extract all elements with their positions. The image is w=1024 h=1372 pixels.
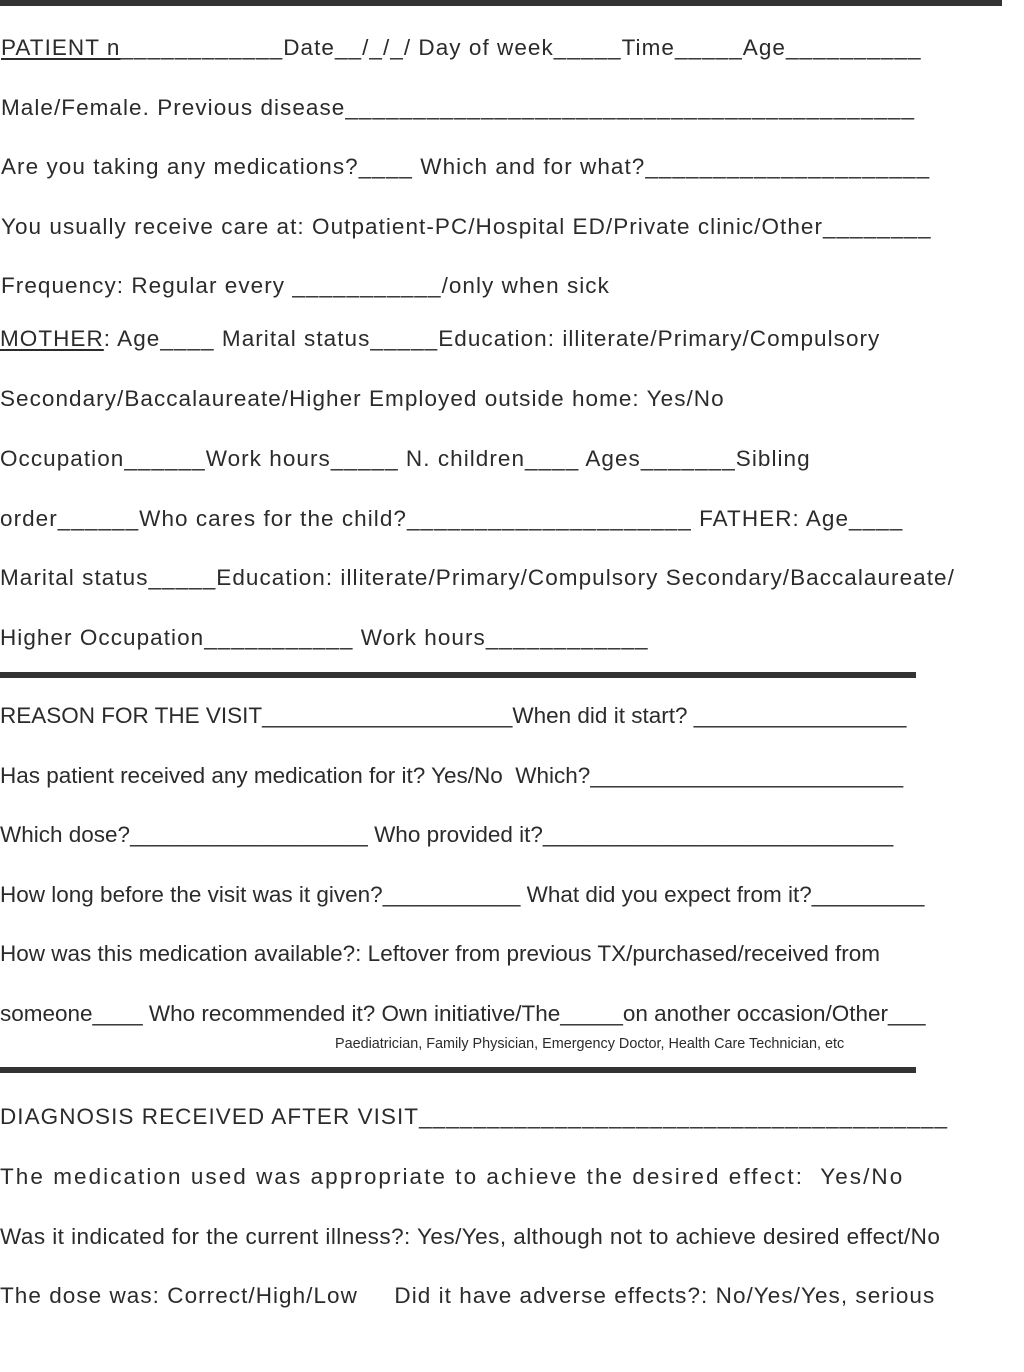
mother-fields[interactable]: : Age____ Marital status_____Education: illiterate/Primary/Compulsory	[103, 326, 881, 351]
mother-line-2[interactable]: Secondary/Baccalaureate/Higher Employed outside home: Yes/No	[0, 386, 725, 411]
top-divider	[0, 0, 1002, 6]
patient-line-5[interactable]: Frequency: Regular every ___________/only when sick	[1, 273, 610, 298]
visit-line-3[interactable]: Which dose?___________________ Who provided it?____________________________	[0, 822, 894, 847]
visit-line-4[interactable]: How long before the visit was it given?___________ What did you expect from it?_________	[0, 882, 925, 907]
patient-label: PATIENT n	[1, 35, 121, 60]
mother-line-4[interactable]: order______Who cares for the child?_____________________ FATHER: Age____	[0, 506, 904, 531]
patient-line-1	[1, 35, 922, 61]
visit-line-6[interactable]: someone____ Who recommended it? Own initiative/The_____on another occasion/Other___	[0, 1001, 926, 1026]
patient-line-3[interactable]: Are you taking any medications?____ Which and for what?_____________________	[1, 154, 931, 179]
visit-line-2[interactable]: Has patient received any medication for it? Yes/No Which?_________________________	[0, 763, 904, 788]
visit-line-5[interactable]: How was this medication available?: Leftover from previous TX/purchased/received from	[0, 941, 880, 966]
recommender-note: Paediatrician, Family Physician, Emergency Doctor, Health Care Technician, etc	[335, 1036, 845, 1052]
section-divider-2	[0, 1067, 916, 1073]
diagnosis-line-4[interactable]: The dose was: Correct/High/Low Did it have adverse effects?: No/Yes/Yes, serious	[0, 1283, 936, 1308]
father-line-2[interactable]: Higher Occupation___________ Work hours____________	[0, 625, 649, 650]
mother-label: MOTHER	[0, 326, 104, 351]
diagnosis-line-3[interactable]: Was it indicated for the current illness?: Yes/Yes, although not to achieve desired effect/No	[0, 1224, 941, 1249]
diagnosis-line-2[interactable]: The medication used was appropriate to achieve the desired effect: Yes/No	[0, 1164, 905, 1189]
patient-line-4[interactable]: You usually receive care at: Outpatient-PC/Hospital ED/Private clinic/Other________	[1, 214, 932, 239]
mother-line-3[interactable]: Occupation______Work hours_____ N. children____ Ages_______Sibling	[0, 446, 811, 471]
mother-line-1	[0, 326, 880, 352]
father-line-1[interactable]: Marital status_____Education: illiterate/Primary/Compulsory Secondary/Baccalaureate/	[0, 565, 955, 590]
section-divider-1	[0, 672, 916, 678]
patient-line-2[interactable]: Male/Female. Previous disease__________________________________________	[1, 95, 916, 120]
diagnosis-line-1[interactable]: DIAGNOSIS RECEIVED AFTER VISIT_______________________________________	[0, 1104, 949, 1129]
patient-fields[interactable]: ____________Date__/_/_/ Day of week_____Time_____Age__________	[120, 35, 922, 60]
visit-line-1[interactable]: REASON FOR THE VISIT____________________When did it start? _________________	[0, 703, 907, 728]
